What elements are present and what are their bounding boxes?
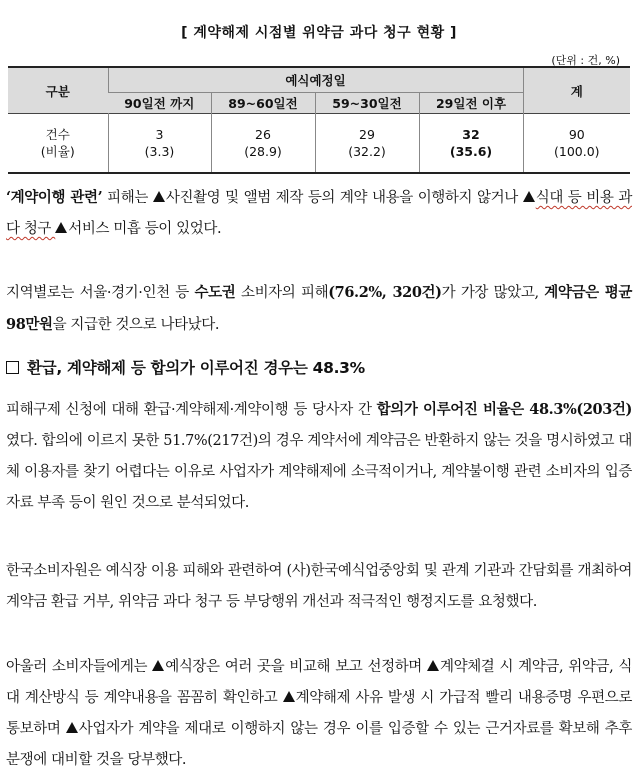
cell-89-60 bbox=[211, 114, 315, 174]
p5-text-b: 예식장은 여러 곳을 비교해 보고 선정하며 bbox=[165, 659, 427, 675]
count-29: 32 bbox=[462, 127, 480, 142]
table-row bbox=[8, 114, 630, 174]
ratio-total: (100.0) bbox=[553, 144, 600, 159]
p1-text-c: 사진촬영 및 앨범 제작 등의 계약 내용을 이행하지 않거나 bbox=[165, 190, 523, 206]
p2-text-d: (76.2%, 320건) bbox=[328, 284, 442, 301]
ratio-90: (3.3) bbox=[144, 144, 175, 159]
triangle-icon bbox=[66, 722, 78, 733]
page-title: [ 계약해제 시점별 위약금 과다 청구 현황 ] bbox=[181, 25, 457, 41]
cell-29 bbox=[419, 114, 523, 174]
ratio-59-30: (32.2) bbox=[348, 144, 386, 159]
p3-text-c: 였다. 합의에 이르지 못한 51.7%(217건)의 경우 계약서에 계약금은 반환하지 않는 것을 명시하였고 대체 이용자를 찾기 어렵다는 이유로 사업자가 계약해제에 소극적이거나, 계약불이행 관련 소비자의 입증자료 부족 등이 원인 것으로 분석되었다. bbox=[6, 433, 632, 511]
count-59-30: 29 bbox=[359, 127, 375, 142]
section-heading bbox=[6, 356, 632, 378]
paragraph-region bbox=[6, 277, 632, 341]
p2-text-f: 계약금은 평균 98만원 bbox=[6, 284, 632, 333]
p3-text-a: 피해구제 신청에 대해 환급·계약해제·계약이행 등 당사자 간 bbox=[6, 402, 377, 418]
triangle-icon bbox=[152, 660, 164, 671]
p1-text-d: 식대 등 비용 과다 청구 bbox=[6, 190, 632, 237]
paragraph-kca-request: 한국소비자원은 예식장 이용 피해와 관련하여 (사)한국예식업중앙회 및 관계 기관과 간담회를 개최하여 계약금 환급 거부, 위약금 과다 청구 등 부당행위 개선과 적극적인 행정지도를 요청했다. bbox=[6, 563, 632, 610]
triangle-icon bbox=[427, 660, 439, 671]
subheader-90: 90일전 까지 bbox=[108, 93, 211, 114]
p5-text-a: 아울러 소비자들에게는 bbox=[6, 659, 153, 675]
p2-text-a: 지역별로는 서울·경기·인천 등 bbox=[6, 285, 195, 301]
p5-text-d: 계약해제 사유 발생 시 가급적 빨리 내용증명 우편으로 통보하며 bbox=[6, 690, 632, 737]
ratio-89-60: (28.9) bbox=[244, 144, 282, 159]
unit-label: (단위 : 건, %) bbox=[551, 54, 620, 67]
header-total: 계 bbox=[523, 67, 630, 114]
ratio-29: (35.6) bbox=[449, 144, 493, 159]
paragraph-contract-performance bbox=[6, 182, 632, 245]
checkbox-square-icon bbox=[6, 361, 19, 374]
triangle-icon bbox=[283, 691, 295, 702]
row-label bbox=[8, 114, 108, 174]
triangle-icon bbox=[153, 191, 165, 202]
cell-total bbox=[523, 114, 630, 174]
count-89-60: 26 bbox=[255, 127, 271, 142]
triangle-icon bbox=[523, 191, 535, 202]
header-category: 구분 bbox=[8, 67, 108, 114]
p1-text-b: 피해는 bbox=[102, 190, 153, 206]
p1-text-e: 서비스 미흡 등이 있었다. bbox=[68, 221, 222, 237]
subheader-29: 29일전 이후 bbox=[419, 93, 523, 114]
p2-text-e: 가 가장 많았고, bbox=[441, 285, 545, 301]
p2-text-g: 을 지급한 것으로 나타났다. bbox=[52, 317, 220, 333]
count-total: 90 bbox=[568, 127, 585, 142]
subheader-89-60: 89~60일전 bbox=[211, 93, 315, 114]
p2-text-b: 수도권 bbox=[194, 284, 236, 301]
row-label-count: 건수 bbox=[45, 127, 70, 142]
p5-text-e: 사업자가 계약을 제대로 이행하지 않는 경우 이를 입증할 수 있는 근거자료를 확보해 추후 분쟁에 대비할 것을 당부했다. bbox=[6, 721, 633, 768]
p2-text-c: 소비자의 피해 bbox=[235, 285, 329, 301]
p3-text-b: 합의가 이루어진 비율은 48.3%(203건) bbox=[376, 401, 632, 418]
p1-lead: ‘계약이행 관련’ bbox=[6, 189, 103, 206]
cell-59-30 bbox=[315, 114, 419, 174]
cell-90 bbox=[108, 114, 211, 174]
p5-text-c: 계약체결 시 계약금, 위약금, 식대 계산방식 등 계약내용을 꼼꼼히 확인하고 bbox=[6, 659, 632, 706]
subheader-59-30: 59~30일전 bbox=[315, 93, 419, 114]
triangle-icon bbox=[55, 222, 67, 233]
row-label-ratio: (비율) bbox=[40, 144, 75, 159]
penalty-table bbox=[8, 66, 630, 174]
section-heading-text: 환급, 계약해제 등 합의가 이루어진 경우는 48.3% bbox=[27, 359, 365, 377]
count-90: 3 bbox=[155, 127, 164, 142]
paragraph-advice bbox=[6, 652, 632, 776]
header-wedding-date: 예식예정일 bbox=[108, 67, 523, 93]
paragraph-agreement bbox=[6, 394, 632, 519]
